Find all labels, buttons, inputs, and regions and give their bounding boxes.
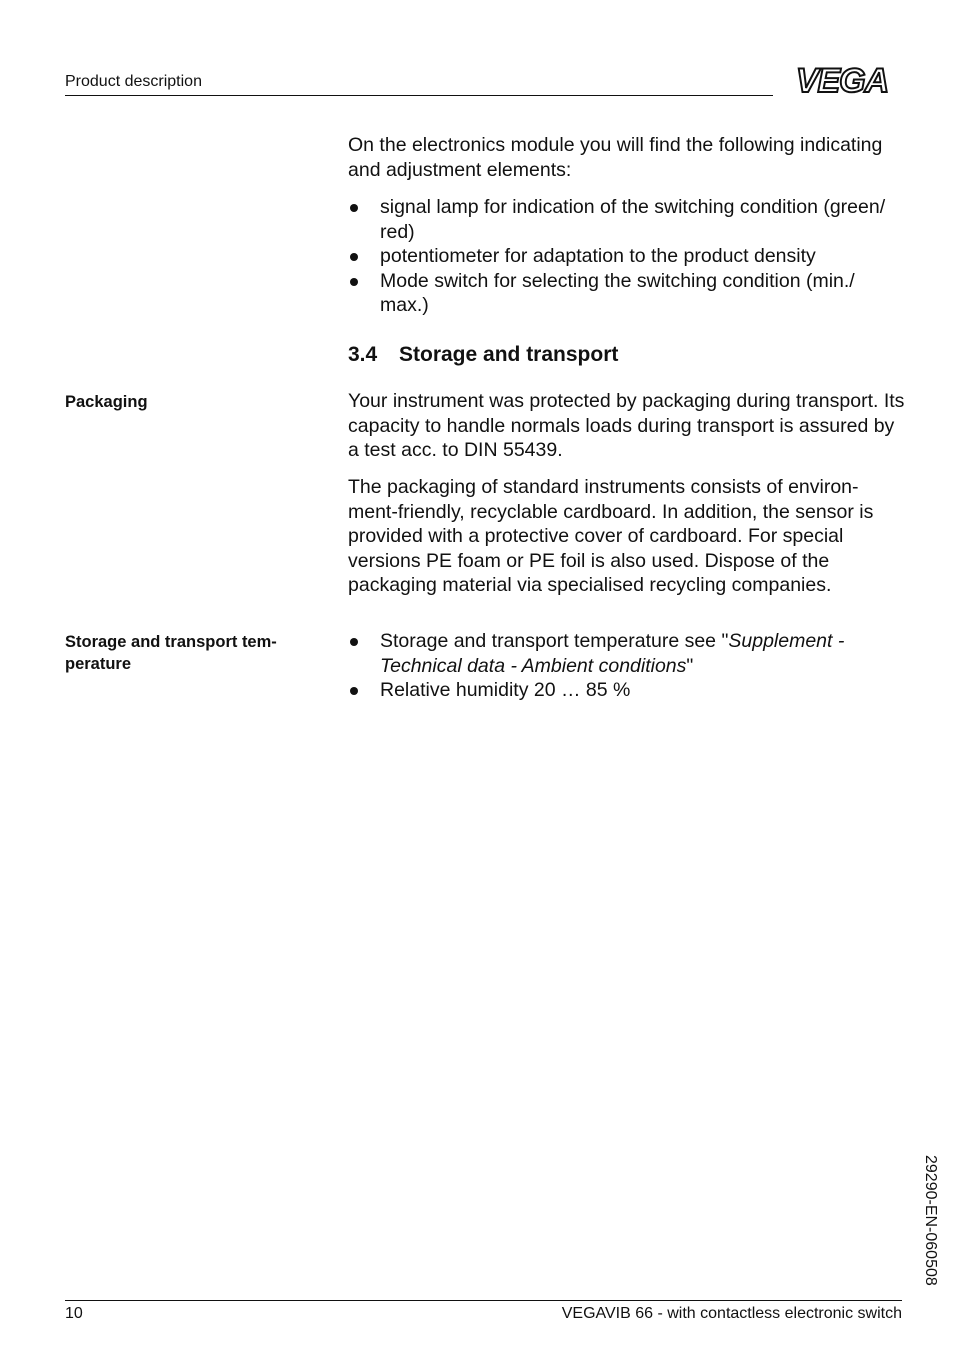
page-number: 10: [65, 1305, 83, 1322]
packaging-paragraph-1: Your instrument was protected by packaging during transport. Its capacity to handle normals loads during transport is assured by a test acc. to DIN 55439.: [348, 390, 905, 461]
footer-title: VEGAVIB 66 - with contactless electronic switch: [561, 1305, 902, 1322]
footer-rule: [65, 1300, 902, 1301]
section-heading: [348, 343, 618, 367]
supplement-reference: Supplement - Technical data - Ambient conditions: [380, 630, 845, 677]
bullet-icon: [350, 204, 358, 212]
packaging-label: Packaging: [65, 393, 148, 411]
bullet-icon: [350, 638, 358, 646]
list-item: potentiometer for adaptation to the product density: [348, 244, 908, 269]
bullet-icon: [350, 687, 358, 695]
section-title: Storage and transport: [399, 343, 619, 366]
list-item: Relative humidity 20 … 85 %: [348, 678, 908, 703]
vega-logo: [782, 62, 902, 98]
storage-temperature-label: Storage and transport tem- perature: [65, 633, 277, 673]
header-rule: [65, 95, 773, 96]
list-item: Mode switch for selecting the switching condition (min./ max.): [348, 269, 908, 318]
storage-list: [348, 629, 908, 703]
packaging-paragraph-2: The packaging of standard instruments consists of environ- ment-friendly, recyclable cardboard. In addition, the sensor is provided with a protective cover of cardboard. For special versions PE foam or PE foil is also used. Dispose of the packaging material via specialised recycling companies.: [348, 476, 874, 596]
running-header: Product description: [65, 73, 202, 90]
elements-list: [348, 195, 908, 318]
bullet-icon: [350, 253, 358, 261]
section-number: 3.4: [348, 343, 378, 366]
document-id: 29290-EN-060508: [922, 1155, 939, 1286]
intro-paragraph: On the electronics module you will find the following indicating and adjustment elements:: [348, 134, 883, 181]
list-item: signal lamp for indication of the switching condition (green/ red): [348, 195, 908, 244]
bullet-icon: [350, 278, 358, 286]
list-item: Storage and transport temperature see "Supplement - Technical data - Ambient conditions": [348, 629, 908, 678]
vega-logo-text: VEGA: [795, 62, 889, 98]
